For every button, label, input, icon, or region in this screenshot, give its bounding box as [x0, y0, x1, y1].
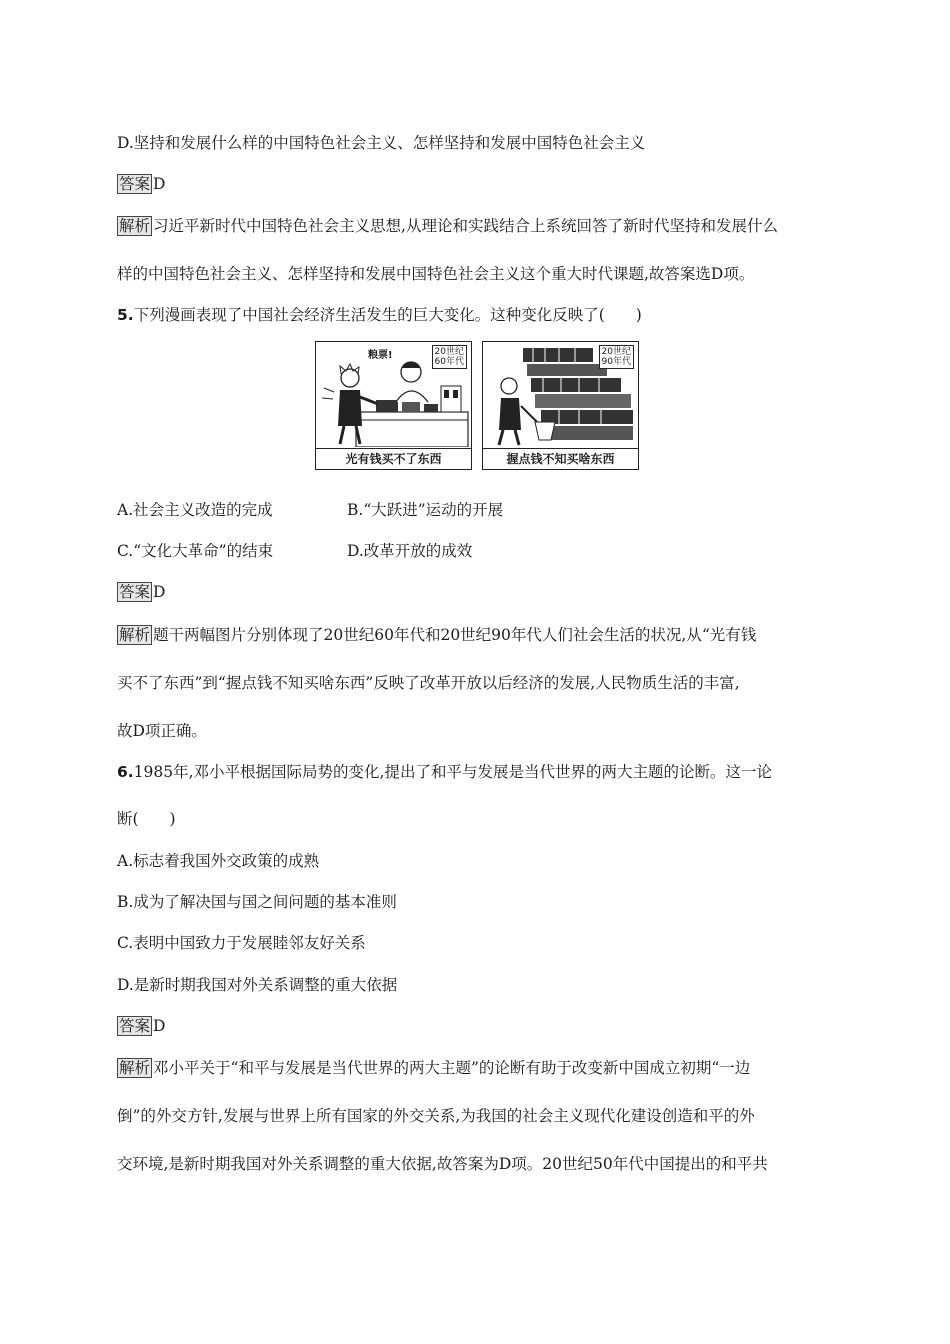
q6-option-b: B.成为了解决国与国之间问题的基本准则: [117, 893, 397, 911]
q5-analysis-line-3: 故D项正确。: [117, 722, 207, 740]
question-text: 下列漫画表现了中国社会经济生活发生的巨大变化。这种变化反映了( ): [133, 306, 642, 324]
q5-option-d: D.改革开放的成效: [347, 542, 473, 560]
question-number: 5.: [117, 306, 134, 324]
cartoon-era-label: 20世纪 60年代: [432, 345, 467, 369]
analysis-tag: 解析: [119, 217, 151, 235]
q4-analysis-line-1: [117, 216, 778, 236]
q5-options-row-1: [117, 500, 717, 520]
q5-option-c: C.“文化大革命”的结束: [117, 542, 274, 560]
q5-option-a: A.社会主义改造的完成: [117, 501, 273, 519]
q5-options-row-2: [117, 541, 717, 561]
q5-stem: [117, 305, 642, 325]
q6-option-a: A.标志着我国外交政策的成熟: [117, 852, 320, 870]
analysis-tag: 解析: [119, 1059, 151, 1077]
cartoon-1960s: [315, 341, 472, 470]
analysis-tag: 解析: [119, 626, 151, 644]
q5-analysis-line-1: [117, 625, 756, 645]
q6-analysis-line-2: 倒”的外交方针,发展与世界上所有国家的外交关系,为我国的社会主义现代化建设创造和平的外: [117, 1107, 755, 1125]
analysis-text: 题干两幅图片分别体现了20世纪60年代和20世纪90年代人们社会生活的状况,从“光有钱: [153, 626, 757, 644]
analysis-text: 邓小平关于“和平与发展是当代世界的两大主题”的论断有助于改变新中国成立初期“一边: [153, 1059, 751, 1077]
cartoon-era-label: 20世纪 90年代: [599, 345, 634, 369]
cartoon-1990s: [482, 341, 639, 470]
q6-option-d: D.是新时期我国对外关系调整的重大依据: [117, 976, 398, 994]
question-number: 6.: [117, 763, 134, 781]
cartoon-caption: 光有钱买不了东西: [316, 448, 471, 469]
q6-stem-line-2: 断( ): [117, 810, 176, 828]
cartoon-shout: 粮票!: [368, 350, 393, 361]
q6-stem-line-1: [117, 762, 772, 782]
answer-value: D: [153, 583, 166, 601]
q4-analysis-line-2: 样的中国特色社会主义、怎样坚持和发展中国特色社会主义这个重大时代课题,故答案选D项。: [117, 265, 755, 283]
analysis-text: 习近平新时代中国特色社会主义思想,从理论和实践结合上系统回答了新时代坚持和发展什么: [153, 217, 778, 235]
q4-option-d: D.坚持和发展什么样的中国特色社会主义、怎样坚持和发展中国特色社会主义: [117, 134, 646, 152]
q6-option-c: C.表明中国致力于发展睦邻友好关系: [117, 934, 366, 952]
cartoon-caption: 握点钱不知买啥东西: [483, 448, 638, 469]
answer-value: D: [153, 1017, 166, 1035]
q6-analysis-line-1: [117, 1058, 750, 1078]
answer-value: D: [153, 175, 166, 193]
q6-answer: [117, 1016, 165, 1036]
q4-answer: [117, 174, 165, 194]
answer-tag: 答案: [119, 175, 151, 193]
q5-analysis-line-2: 买不了东西”到“握点钱不知买啥东西”反映了改革开放以后经济的发展,人民物质生活的丰富,: [117, 674, 740, 692]
q6-analysis-line-3: 交环境,是新时期我国对外关系调整的重大依据,故答案为D项。20世纪50年代中国提出的和平共: [117, 1155, 768, 1173]
question-text: 1985年,邓小平根据国际局势的变化,提出了和平与发展是当代世界的两大主题的论断。这一论: [133, 763, 772, 781]
answer-tag: 答案: [119, 583, 151, 601]
answer-tag: 答案: [119, 1017, 151, 1035]
q5-option-b: B.“大跃进”运动的开展: [347, 501, 504, 519]
q5-answer: [117, 582, 165, 602]
